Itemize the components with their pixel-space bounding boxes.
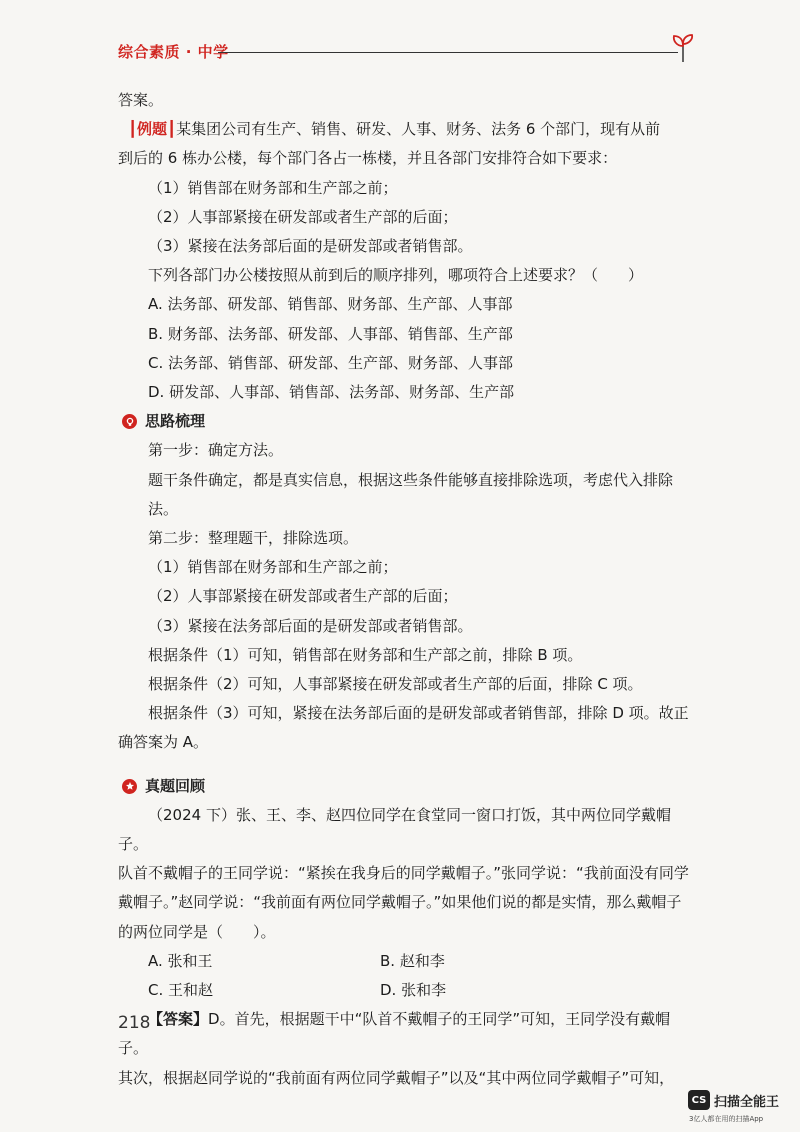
- example-stem-line2: 到后的 6 栋办公楼，每个部门各占一栋楼，并且各部门安排符合如下要求：: [118, 149, 618, 168]
- option-d: D. 研发部、人事部、销售部、法务部、财务部、生产部: [148, 383, 515, 402]
- option-b: B. 财务部、法务部、研发部、人事部、销售部、生产部: [148, 324, 513, 343]
- star-badge-icon: [122, 779, 137, 794]
- answer-label: 【答案】: [148, 1010, 209, 1029]
- review-option-c: C. 王和赵: [148, 981, 214, 1000]
- analysis-step1-text: 题干条件确定，都是真实信息，根据这些条件能够直接排除选项，考虑代入排除法。: [148, 470, 674, 518]
- review-option-a: A. 张和王: [148, 951, 213, 970]
- example-stem-line: [118, 115, 698, 144]
- review-stem-3: 戴帽子。”赵同学说：“我前面有两位同学戴帽子。”如果他们说的都是实情，那么戴帽子: [118, 893, 682, 912]
- page-number: 218: [118, 1013, 151, 1033]
- review-options-row-2: [118, 976, 698, 1005]
- review-option-b: B. 赵和李: [380, 951, 445, 970]
- analysis-result-3: 根据条件（3）可知，紧接在法务部后面的是研发部或者销售部，排除 D 项。故正: [148, 704, 689, 723]
- review-stem-4: 的两位同学是（ ）。: [118, 922, 276, 941]
- sprout-icon: [670, 34, 696, 64]
- review-option-d: D. 张和李: [380, 981, 447, 1000]
- condition-1: （1）销售部在财务部和生产部之前；: [148, 178, 398, 197]
- review-answer-1: [118, 1005, 698, 1063]
- review-title: 真题回顾: [145, 776, 206, 795]
- review-stem-1: （2024 下）张、王、李、赵四位同学在食堂同一窗口打饭，其中两位同学戴帽子。: [118, 805, 671, 854]
- line-answer-end: 答案。: [118, 91, 164, 109]
- analysis-condition-2: （2）人事部紧接在研发部或者生产部的后面；: [148, 587, 458, 606]
- review-stem-2: 队首不戴帽子的王同学说：“紧挨在我身后的同学戴帽子。”张同学说：“我前面没有同学: [118, 864, 689, 883]
- example-tag: 例题: [137, 120, 168, 139]
- analysis-result-2: 根据条件（2）可知，人事部紧接在研发部或者生产部的后面，排除 C 项。: [148, 675, 643, 694]
- review-options-row-1: [118, 947, 698, 976]
- analysis-result-1: 根据条件（1）可知，销售部在财务部和生产部之前，排除 B 项。: [148, 645, 583, 664]
- lightbulb-icon: [122, 414, 137, 429]
- analysis-step1: 第一步：确定方法。: [148, 441, 284, 460]
- section-gap: [118, 758, 698, 772]
- header-title: 综合素质 · 中学: [118, 43, 229, 61]
- analysis-condition-1: （1）销售部在财务部和生产部之前；: [148, 558, 398, 577]
- page-header: [118, 34, 698, 70]
- tag-bracket-close: ┃: [167, 120, 177, 139]
- analysis-step2: 第二步：整理题干，排除选项。: [148, 529, 359, 548]
- condition-3: （3）紧接在法务部后面的是研发部或者销售部。: [148, 237, 473, 256]
- scanner-name: 扫描全能王: [714, 1095, 780, 1110]
- analysis-conclusion: 确答案为 A。: [118, 733, 209, 752]
- scanner-logo-icon: CS: [688, 1090, 710, 1110]
- analysis-heading: [118, 407, 698, 436]
- option-c: C. 法务部、销售部、研发部、生产部、财务部、人事部: [148, 353, 514, 372]
- page-content: [118, 86, 698, 1093]
- scanner-watermark: [688, 1090, 796, 1126]
- option-a: A. 法务部、研发部、销售部、财务部、生产部、人事部: [148, 295, 513, 314]
- condition-2: （2）人事部紧接在研发部或者生产部的后面；: [148, 207, 458, 226]
- question: 下列各部门办公楼按照从前到后的顺序排列，哪项符合上述要求？（ ）: [148, 266, 644, 285]
- review-answer-2: 其次，根据赵同学说的“我前面有两位同学戴帽子”以及“其中两位同学戴帽子”可知，: [118, 1068, 675, 1087]
- scanner-tagline: 3亿人都在用的扫描App: [689, 1115, 764, 1123]
- header-rule: [218, 52, 678, 53]
- example-stem-text: 某集团公司有生产、销售、研发、人事、财务、法务 6 个部门，现有从前: [176, 120, 661, 139]
- answer-text: D。首先，根据题干中“队首不戴帽子的王同学”可知，王同学没有戴帽子。: [118, 1010, 671, 1058]
- analysis-condition-3: （3）紧接在法务部后面的是研发部或者销售部。: [148, 616, 473, 635]
- tag-bracket-open: ┃: [128, 120, 138, 139]
- analysis-title: 思路梳理: [145, 412, 206, 431]
- review-heading: [118, 772, 698, 801]
